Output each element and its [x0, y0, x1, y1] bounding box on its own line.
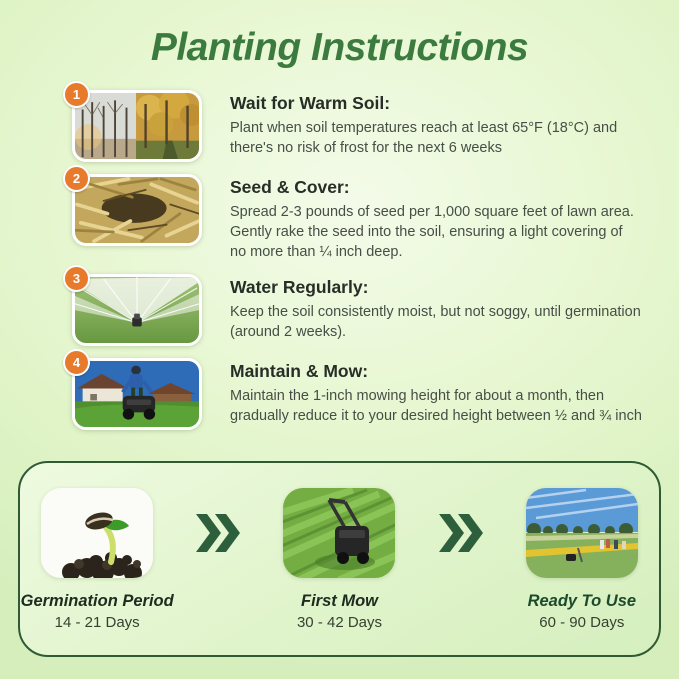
seedling-photo — [41, 488, 153, 578]
step-4-body: Maintain the 1-inch mowing height for about a month, then gradually reduce it to your desired height between ½ and ¾ inch — [230, 388, 642, 424]
step-row-1 — [72, 87, 679, 162]
stage-duration-ready: 60 - 90 Days — [539, 613, 625, 631]
stage-label-germination: Germination Period — [20, 591, 174, 610]
step-4-photo-frame — [72, 355, 202, 430]
lawn-mowing-photo — [72, 358, 202, 430]
step-3-heading: Water Regularly: — [230, 277, 369, 297]
step-3-number-badge: 3 — [63, 265, 90, 292]
step-1-photo-frame — [72, 87, 202, 162]
step-1-body: Plant when soil temperatures reach at least 65°F (18°C) and there's no risk of frost for the next 6 weeks — [230, 120, 618, 156]
ready-field-photo — [526, 488, 638, 578]
step-3-body: Keep the soil consistently moist, but not soggy, until germination (around 2 weeks). — [230, 304, 641, 340]
double-chevron-right-icon — [439, 514, 483, 552]
stage-duration-first-mow: 30 - 42 Days — [296, 613, 383, 631]
steps-list — [0, 87, 679, 430]
step-2-number-badge: 2 — [63, 165, 90, 192]
step-2-photo-frame — [72, 171, 202, 246]
double-chevron-right-icon — [196, 514, 240, 552]
step-4-number-badge: 4 — [63, 349, 90, 376]
step-3-photo-frame — [72, 271, 202, 346]
first-mow-photo — [283, 488, 395, 578]
step-2-heading: Seed & Cover: — [230, 177, 350, 197]
sprinkler-photo — [72, 274, 202, 346]
stage-duration-germination: 14 - 21 Days — [54, 613, 140, 631]
timeline-stage-ready — [505, 488, 659, 631]
page-title: Planting Instructions — [150, 26, 529, 69]
timeline-stage-germination — [20, 488, 174, 631]
step-row-2 — [72, 171, 679, 262]
stage-label-first-mow: First Mow — [300, 591, 378, 610]
step-1-heading: Wait for Warm Soil: — [230, 93, 391, 113]
straw-mulch-photo — [72, 174, 202, 246]
step-2-body: Spread 2-3 pounds of seed per 1,000 square feet of lawn area. Gently rake the seed into the soil, ensuring a light covering of no more than ¼ inch deep. — [230, 204, 634, 260]
timeline-panel — [18, 461, 661, 657]
step-4-heading: Maintain & Mow: — [230, 361, 369, 381]
step-1-number-badge: 1 — [63, 81, 90, 108]
step-row-4 — [72, 355, 679, 430]
step-row-3 — [72, 271, 679, 346]
stage-label-ready: Ready To Use — [527, 591, 637, 610]
timeline-stage-first-mow — [262, 488, 416, 631]
autumn-trees-photo — [72, 90, 202, 162]
